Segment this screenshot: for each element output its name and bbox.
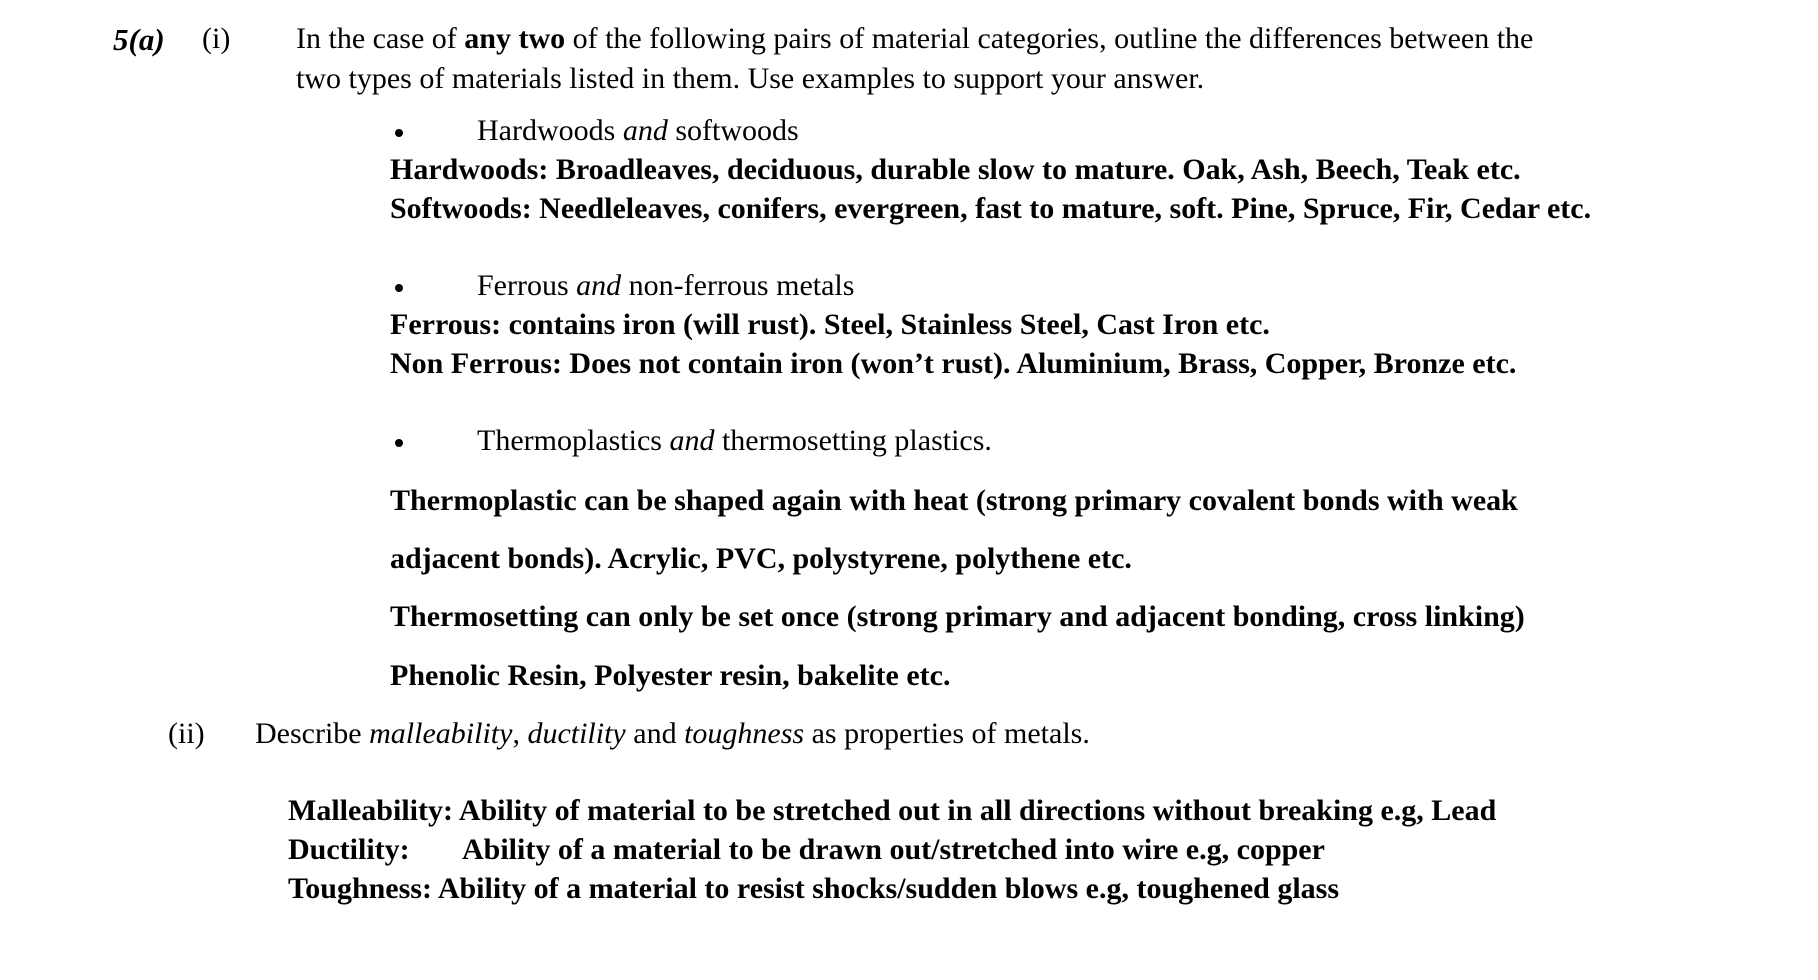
answer-ductility <box>288 835 1325 865</box>
item-title-italic: and <box>576 269 622 302</box>
prompt-italic: toughness <box>684 717 805 750</box>
prompt-italic: malleability <box>369 717 513 750</box>
answer-toughness <box>288 874 1339 904</box>
item-title-italic: and <box>669 424 715 457</box>
term-label: Malleability: <box>288 794 453 827</box>
part-i-prompt-line-1 <box>296 24 1533 54</box>
answer-hardwoods: Hardwoods: Broadleaves, deciduous, durable slow to mature. Oak, Ash, Beech, Teak etc. <box>390 153 1521 186</box>
part-ii-prompt <box>255 719 1090 749</box>
term-definition: Ability of a material to be drawn out/stretched into wire e.g, copper <box>462 833 1325 866</box>
item-title-text: softwoods <box>667 114 799 147</box>
answer-non-ferrous: Non Ferrous: Does not contain iron (won’t rust). Aluminium, Brass, Copper, Bronze etc. <box>390 347 1517 380</box>
part-ii-marker: (ii) <box>168 717 205 750</box>
term-label: Toughness: <box>288 872 432 905</box>
item-title-ferrous <box>477 271 854 301</box>
prompt-italic: ductility <box>527 717 626 750</box>
bullet-icon <box>395 129 403 137</box>
bullet-icon <box>395 439 403 447</box>
answer-thermosetting-1: Thermosetting can only be set once (strong primary and adjacent bonding, cross linking) <box>390 600 1525 633</box>
item-title-text: thermosetting plastics. <box>714 424 992 457</box>
prompt-text: , <box>512 717 528 750</box>
item-title-text: Hardwoods <box>477 114 623 147</box>
prompt-text: Describe <box>255 717 370 750</box>
answer-thermoplastic-1: Thermoplastic can be shaped again with heat (strong primary covalent bonds with weak <box>390 484 1518 517</box>
prompt-text: In the case of <box>296 22 465 55</box>
answer-thermoplastic-2: adjacent bonds). Acrylic, PVC, polystyrene, polythene etc. <box>390 542 1132 575</box>
term-definition: Ability of a material to resist shocks/sudden blows e.g, toughened glass <box>431 872 1339 905</box>
item-title-text: Ferrous <box>477 269 577 302</box>
prompt-text: as properties of metals. <box>804 717 1090 750</box>
term-definition: Ability of material to be stretched out in all directions without breaking e.g, Lead <box>452 794 1497 827</box>
item-title-italic: and <box>622 114 668 147</box>
answer-thermosetting-2: Phenolic Resin, Polyester resin, bakelite etc. <box>390 659 951 692</box>
item-title-hardwoods <box>477 116 799 146</box>
prompt-text: and <box>625 717 685 750</box>
question-number: 5(a) <box>113 22 165 57</box>
answer-ferrous: Ferrous: contains iron (will rust). Steel, Stainless Steel, Cast Iron etc. <box>390 308 1270 341</box>
answer-malleability <box>288 796 1496 826</box>
item-title-text: non-ferrous metals <box>621 269 855 302</box>
item-title-text: Thermoplastics <box>477 424 670 457</box>
part-i-marker: (i) <box>202 22 231 55</box>
bullet-icon <box>395 284 403 292</box>
term-label: Ductility: <box>288 833 410 866</box>
answer-softwoods: Softwoods: Needleleaves, conifers, evergreen, fast to mature, soft. Pine, Spruce, Fir, Cedar etc. <box>390 192 1592 225</box>
item-title-plastics <box>477 426 992 456</box>
part-i-prompt-line-2: two types of materials listed in them. Use examples to support your answer. <box>296 62 1205 95</box>
prompt-emphasis: any two <box>464 22 566 55</box>
prompt-text: of the following pairs of material categories, outline the differences between the <box>565 22 1534 55</box>
